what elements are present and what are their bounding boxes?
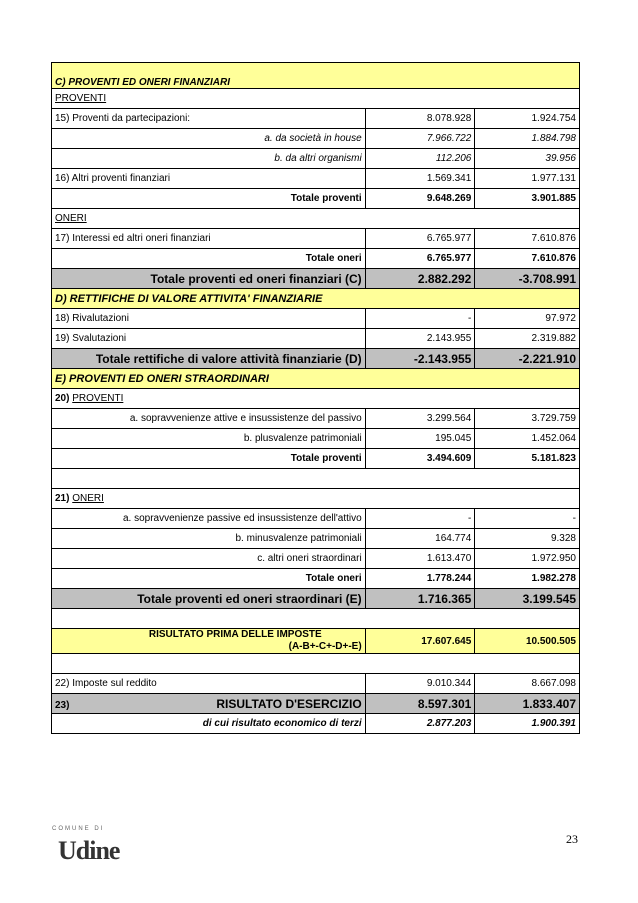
logo-top-text: COMUNE DI <box>52 826 105 832</box>
row-15b <box>52 149 580 169</box>
row-17-label: 17) Interessi ed altri oneri finanziari <box>52 229 366 249</box>
row-risultato-prima <box>52 629 580 654</box>
c-totale-oneri-label: Totale oneri <box>52 249 366 269</box>
row-16-value-1: 1.569.341 <box>365 169 475 189</box>
proventi-subheader <box>52 89 580 109</box>
row-terzi <box>52 714 580 734</box>
page-number: 23 <box>566 832 578 846</box>
row-18 <box>52 309 580 329</box>
c-total-value-2: -3.708.991 <box>475 269 580 289</box>
terzi-value-2: 1.900.391 <box>475 714 580 734</box>
terzi-label: di cui risultato economico di terzi <box>52 714 366 734</box>
row-19-label: 19) Svalutazioni <box>52 329 366 349</box>
row-21b-value-2: 9.328 <box>475 529 580 549</box>
row-e-totale-proventi <box>52 449 580 469</box>
section-e-title: E) PROVENTI ED ONERI STRAORDINARI <box>52 369 580 389</box>
row-e-total <box>52 589 580 609</box>
row-15-value-2: 1.924.754 <box>475 109 580 129</box>
spacer-row <box>52 609 580 629</box>
c-total-label: Totale proventi ed oneri finanziari (C) <box>52 269 366 289</box>
row-15a-label: a. da società in house <box>52 129 366 149</box>
section-c-title: C) PROVENTI ED ONERI FINANZIARI <box>52 63 580 89</box>
c-totale-proventi-label: Totale proventi <box>52 189 366 209</box>
section-d-title: D) RETTIFICHE DI VALORE ATTIVITA' FINANZIARIE <box>52 289 580 309</box>
row-22-value-1: 9.010.344 <box>365 674 475 694</box>
row-21-header <box>52 489 580 509</box>
row-20a-value-1: 3.299.564 <box>365 409 475 429</box>
row-c-total <box>52 269 580 289</box>
row-20-header <box>52 389 580 409</box>
row-20b <box>52 429 580 449</box>
row-15a-value-2: 1.884.798 <box>475 129 580 149</box>
section-c-header <box>52 63 580 89</box>
e-totale-proventi-value-1: 3.494.609 <box>365 449 475 469</box>
row-15-label: 15) Proventi da partecipazioni: <box>52 109 366 129</box>
oneri-label: ONERI <box>55 213 87 224</box>
comune-logo <box>52 826 132 868</box>
proventi-label: PROVENTI <box>55 93 107 104</box>
d-total-value-1: -2.143.955 <box>365 349 475 369</box>
row-20a <box>52 409 580 429</box>
d-total-value-2: -2.221.910 <box>475 349 580 369</box>
row-20-label: PROVENTI <box>72 393 124 404</box>
row-21c-label: c. altri oneri straordinari <box>52 549 366 569</box>
row-16 <box>52 169 580 189</box>
spacer-row <box>52 469 580 489</box>
row-19-value-1: 2.143.955 <box>365 329 475 349</box>
row-15b-value-2: 39.956 <box>475 149 580 169</box>
row-21c-value-2: 1.972.950 <box>475 549 580 569</box>
row-20b-value-1: 195.045 <box>365 429 475 449</box>
c-total-value-1: 2.882.292 <box>365 269 475 289</box>
e-totale-proventi-label: Totale proventi <box>52 449 366 469</box>
c-totale-oneri-value-1: 6.765.977 <box>365 249 475 269</box>
risultato-prima-value-2: 10.500.505 <box>475 629 580 654</box>
risultato-prima-label: RISULTATO PRIMA DELLE IMPOSTE <box>148 629 322 640</box>
row-22-value-2: 8.667.098 <box>475 674 580 694</box>
c-totale-proventi-value-2: 3.901.885 <box>475 189 580 209</box>
row-15 <box>52 109 580 129</box>
e-total-value-1: 1.716.365 <box>365 589 475 609</box>
row-23-value-1: 8.597.301 <box>365 694 475 714</box>
row-20a-value-2: 3.729.759 <box>475 409 580 429</box>
row-18-label: 18) Rivalutazioni <box>52 309 366 329</box>
row-21a <box>52 509 580 529</box>
logo-word: Udine <box>58 836 120 865</box>
row-21-label: ONERI <box>72 493 104 504</box>
row-c-totale-oneri <box>52 249 580 269</box>
row-21b-value-1: 164.774 <box>365 529 475 549</box>
row-21a-label: a. sopravvenienze passive ed insussistenze dell'attivo <box>52 509 366 529</box>
row-21b-label: b. minusvalenze patrimoniali <box>52 529 366 549</box>
row-15-value-1: 8.078.928 <box>365 109 475 129</box>
row-21c-value-1: 1.613.470 <box>365 549 475 569</box>
row-17-value-1: 6.765.977 <box>365 229 475 249</box>
section-d-header <box>52 289 580 309</box>
row-e-totale-oneri <box>52 569 580 589</box>
row-23-value-2: 1.833.407 <box>475 694 580 714</box>
row-19 <box>52 329 580 349</box>
row-15a <box>52 129 580 149</box>
row-23 <box>52 694 580 714</box>
risultato-prima-formula: (A-B+-C+-D+-E) <box>288 641 362 652</box>
e-total-value-2: 3.199.545 <box>475 589 580 609</box>
row-19-value-2: 2.319.882 <box>475 329 580 349</box>
row-21a-value-1: - <box>365 509 475 529</box>
row-16-value-2: 1.977.131 <box>475 169 580 189</box>
row-21a-value-2: - <box>475 509 580 529</box>
row-21c <box>52 549 580 569</box>
e-totale-oneri-label: Totale oneri <box>52 569 366 589</box>
row-21b <box>52 529 580 549</box>
row-18-value-1: - <box>365 309 475 329</box>
c-totale-oneri-value-2: 7.610.876 <box>475 249 580 269</box>
e-total-label: Totale proventi ed oneri straordinari (E) <box>52 589 366 609</box>
row-17-value-2: 7.610.876 <box>475 229 580 249</box>
row-20b-value-2: 1.452.064 <box>475 429 580 449</box>
financial-statement-table <box>51 62 580 734</box>
row-17 <box>52 229 580 249</box>
row-16-label: 16) Altri proventi finanziari <box>52 169 366 189</box>
oneri-subheader <box>52 209 580 229</box>
section-e-header <box>52 369 580 389</box>
spacer-row <box>52 654 580 674</box>
row-20-number: 20) <box>55 393 70 404</box>
row-d-total <box>52 349 580 369</box>
row-22 <box>52 674 580 694</box>
row-15a-value-1: 7.966.722 <box>365 129 475 149</box>
risultato-prima-value-1: 17.607.645 <box>365 629 475 654</box>
c-totale-proventi-value-1: 9.648.269 <box>365 189 475 209</box>
row-15b-label: b. da altri organismi <box>52 149 366 169</box>
e-totale-oneri-value-1: 1.778.244 <box>365 569 475 589</box>
row-20b-label: b. plusvalenze patrimoniali <box>52 429 366 449</box>
e-totale-proventi-value-2: 5.181.823 <box>475 449 580 469</box>
row-21-number: 21) <box>55 493 70 504</box>
row-20a-label: a. sopravvenienze attive e insussistenze del passivo <box>52 409 366 429</box>
d-total-label: Totale rettifiche di valore attività finanziarie (D) <box>52 349 366 369</box>
row-23-number: 23) <box>55 699 70 711</box>
terzi-value-1: 2.877.203 <box>365 714 475 734</box>
row-23-label: RISULTATO D'ESERCIZIO <box>216 696 362 711</box>
row-15b-value-1: 112.206 <box>365 149 475 169</box>
row-c-totale-proventi <box>52 189 580 209</box>
row-18-value-2: 97.972 <box>475 309 580 329</box>
row-22-label: 22) Imposte sul reddito <box>52 674 366 694</box>
e-totale-oneri-value-2: 1.982.278 <box>475 569 580 589</box>
